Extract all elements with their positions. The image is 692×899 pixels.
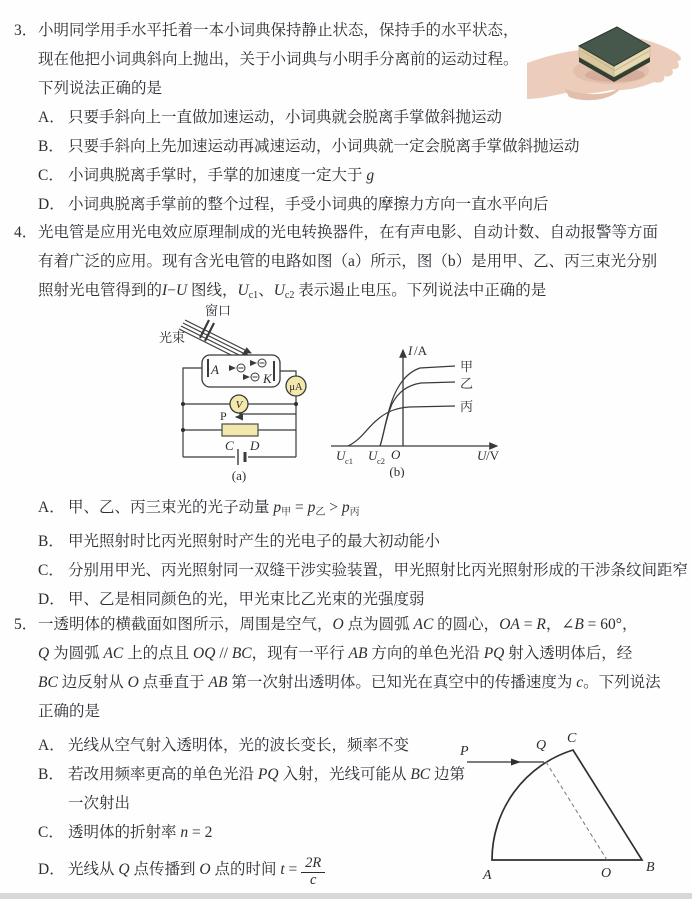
q3-number: 3． [14, 22, 38, 39]
q5-option-c [14, 818, 464, 847]
photoelectric-circuit-figure [158, 303, 313, 483]
q3-stem-text-3: 下列说法正确的是 [38, 80, 163, 97]
q5-option-a-label: A． [38, 737, 65, 754]
voltmeter-label: V [235, 399, 243, 411]
uc2-subscript: c2 [377, 456, 386, 466]
q3-option-d-text: 小词典脱离手掌前的整个过程，手受小词典的摩擦力方向一直水平向后 [68, 196, 549, 213]
q5-stem-text-2: Q 为圆弧 AC 上的点且 OQ // BC，现有一平行 AB 方向的单色光沿 PQ 射入透明体后，经 [38, 645, 633, 662]
q3-option-d-label: D． [38, 196, 65, 213]
q5-option-a [14, 731, 464, 760]
q3-option-c-text: 小词典脱离手掌时，手掌的加速度一定大于 g [68, 167, 375, 184]
uc1-subscript: c1 [345, 456, 354, 466]
q4-option-b-text: 甲光照射时比丙光照射时产生的光电子的最大初动能小 [68, 533, 441, 550]
rheostat-body [222, 424, 258, 436]
uc1-symbol: U [336, 448, 346, 463]
q3-option-b [14, 132, 678, 161]
rheostat-c-label: C [225, 438, 234, 453]
microammeter-label: μA [289, 382, 303, 393]
curve-bing [348, 406, 455, 446]
page-bottom-edge [0, 893, 692, 899]
q4-option-a-label: A． [38, 499, 65, 516]
light-beam-label: 光束 [159, 330, 186, 345]
figure-b-caption: (b) [389, 464, 405, 478]
q5-options [14, 731, 464, 889]
rheostat-d-label: D [250, 438, 260, 453]
anode-label: A [211, 362, 219, 377]
y-axis-unit: /A [414, 343, 427, 358]
q3-stem-text-1: 小明同学用手水平托着一本小词典保持静止状态，保持手的水平状态， [38, 22, 519, 39]
curve-yi [380, 382, 455, 446]
iu-graph-figure [325, 338, 510, 478]
uc2-symbol: U [368, 448, 378, 463]
y-axis-var: I [408, 343, 413, 358]
point-b-label: B [646, 860, 655, 875]
q5-option-b-line-2 [14, 789, 464, 818]
q4-option-c-label: C． [38, 562, 64, 579]
q4-stem-text-3: 照射光电管得到的I−U 图线，Uc1、Uc2 表示遏止电压。下列说法中正确的是 [38, 282, 547, 301]
q5-option-b [14, 760, 464, 789]
q5-option-d [14, 855, 464, 889]
q3-option-a-text: 只要手斜向上一直做加速运动，小词典就会脱离手掌做斜抛运动 [68, 109, 503, 126]
q4-option-d-text: 甲、乙是相同颜色的光，甲光束比乙光束的光强度弱 [68, 591, 425, 608]
point-a-label: A [483, 868, 492, 883]
q5-stem-text-4: 正确的是 [38, 703, 101, 720]
q5-option-d-label: D． [38, 861, 65, 878]
q3-stem-text-2: 现在他把小词典斜向上抛出，关于小词典与小明手分离前的运动过程。 [38, 51, 519, 68]
q4-option-a-text: 甲、乙、丙三束光的光子动量 p甲 = p乙 > p丙 [68, 499, 360, 518]
hand-dictionary-photo [527, 13, 692, 109]
q4-options [14, 493, 689, 614]
q4-figures [14, 301, 678, 484]
q3-option-d [14, 190, 678, 219]
q3-option-c [14, 161, 678, 190]
q4-stem-text-2: 有着广泛的应用。现有含光电管的电路如图（a）所示，图（b）是用甲、乙、丙三束光分别 [38, 253, 658, 270]
q4-stem-line-2 [14, 247, 678, 276]
q5-option-b-label: B． [38, 766, 64, 783]
q5-option-b-text: 若改用频率更高的单色光沿 PQ 入射，光线可能从 BC 边第 [68, 766, 466, 783]
point-o-label: O [601, 866, 612, 881]
transparent-body-outline [492, 750, 642, 860]
q4-option-a [14, 493, 678, 527]
q5-option-a-text: 光线从空气射入透明体，光的波长变长，频率不变 [68, 737, 410, 754]
q5-number: 5． [14, 616, 38, 633]
iu-curves [348, 366, 455, 446]
q4-option-d-label: D． [38, 591, 65, 608]
q5-stem-line-3 [14, 668, 678, 697]
q3-option-a-label: A． [38, 109, 65, 126]
q5-stem-line-1 [14, 610, 678, 639]
transparent-body-figure [455, 725, 692, 893]
q4-stem-line-1 [14, 218, 678, 247]
point-p-label: P [460, 744, 469, 759]
q5-stem-text-1: 一透明体的横截面如图所示，周围是空气，O 点为圆弧 AC 的圆心，OA = R，∠B = 60°， [38, 616, 638, 633]
q4-option-b [14, 527, 678, 556]
point-c-label: C [567, 731, 577, 746]
origin-label: O [391, 447, 401, 462]
x-axis-var: U [477, 448, 487, 463]
q4-option-c-text: 分别用甲光、丙光照射同一双缝干涉实验装置，甲光照射比丙光照射形成的干涉条纹间距窄 [68, 562, 689, 579]
q5-stem-line-2 [14, 639, 678, 668]
hand-dictionary-illustration [527, 13, 692, 109]
q4-stem-text-1: 光电管是应用光电效应原理制成的光电转换器件，在有声电影、自动计数、自动报警等方面 [38, 224, 659, 241]
curve-jia-label: 甲 [460, 359, 474, 374]
q4-option-c [14, 556, 689, 585]
q4-number: 4． [14, 224, 38, 241]
question-4 [14, 218, 689, 614]
x-axis-unit: /V [486, 448, 499, 463]
ray-arrowhead [511, 759, 521, 766]
window-label: 窗口 [204, 303, 232, 318]
q5-option-d-text: 光线从 Q 点传播到 O 点的时间 t = $\frac{2R}{c}$ [68, 861, 325, 878]
oq-dashed-line [546, 762, 607, 860]
q3-option-b-label: B． [38, 138, 64, 155]
q5-stem-text-3: BC 边反射从 O 点垂直于 AB 第一次射出透明体。已知光在真空中的传播速度为 c。下列说法 [38, 674, 661, 691]
curve-bing-label: 丙 [460, 399, 474, 414]
q4-option-b-label: B． [38, 533, 64, 550]
q5-stem-line-4 [14, 697, 678, 726]
cathode-label: K [263, 371, 272, 386]
q5-option-c-text: 透明体的折射率 n = 2 [68, 824, 213, 841]
question-5 [14, 610, 678, 889]
q5-option-c-label: C． [38, 824, 64, 841]
figure-a-caption: (a) [231, 468, 247, 483]
q5-option-b-text-2: 一次射出 [68, 795, 131, 812]
point-q-label: Q [536, 738, 547, 753]
curve-yi-label: 乙 [460, 376, 474, 391]
q3-option-c-label: C． [38, 167, 64, 184]
q3-option-b-text: 只要手斜向上先加速运动再减速运动，小词典就一定会脱离手掌做斜抛运动 [68, 138, 580, 155]
slider-label: P [220, 409, 227, 423]
